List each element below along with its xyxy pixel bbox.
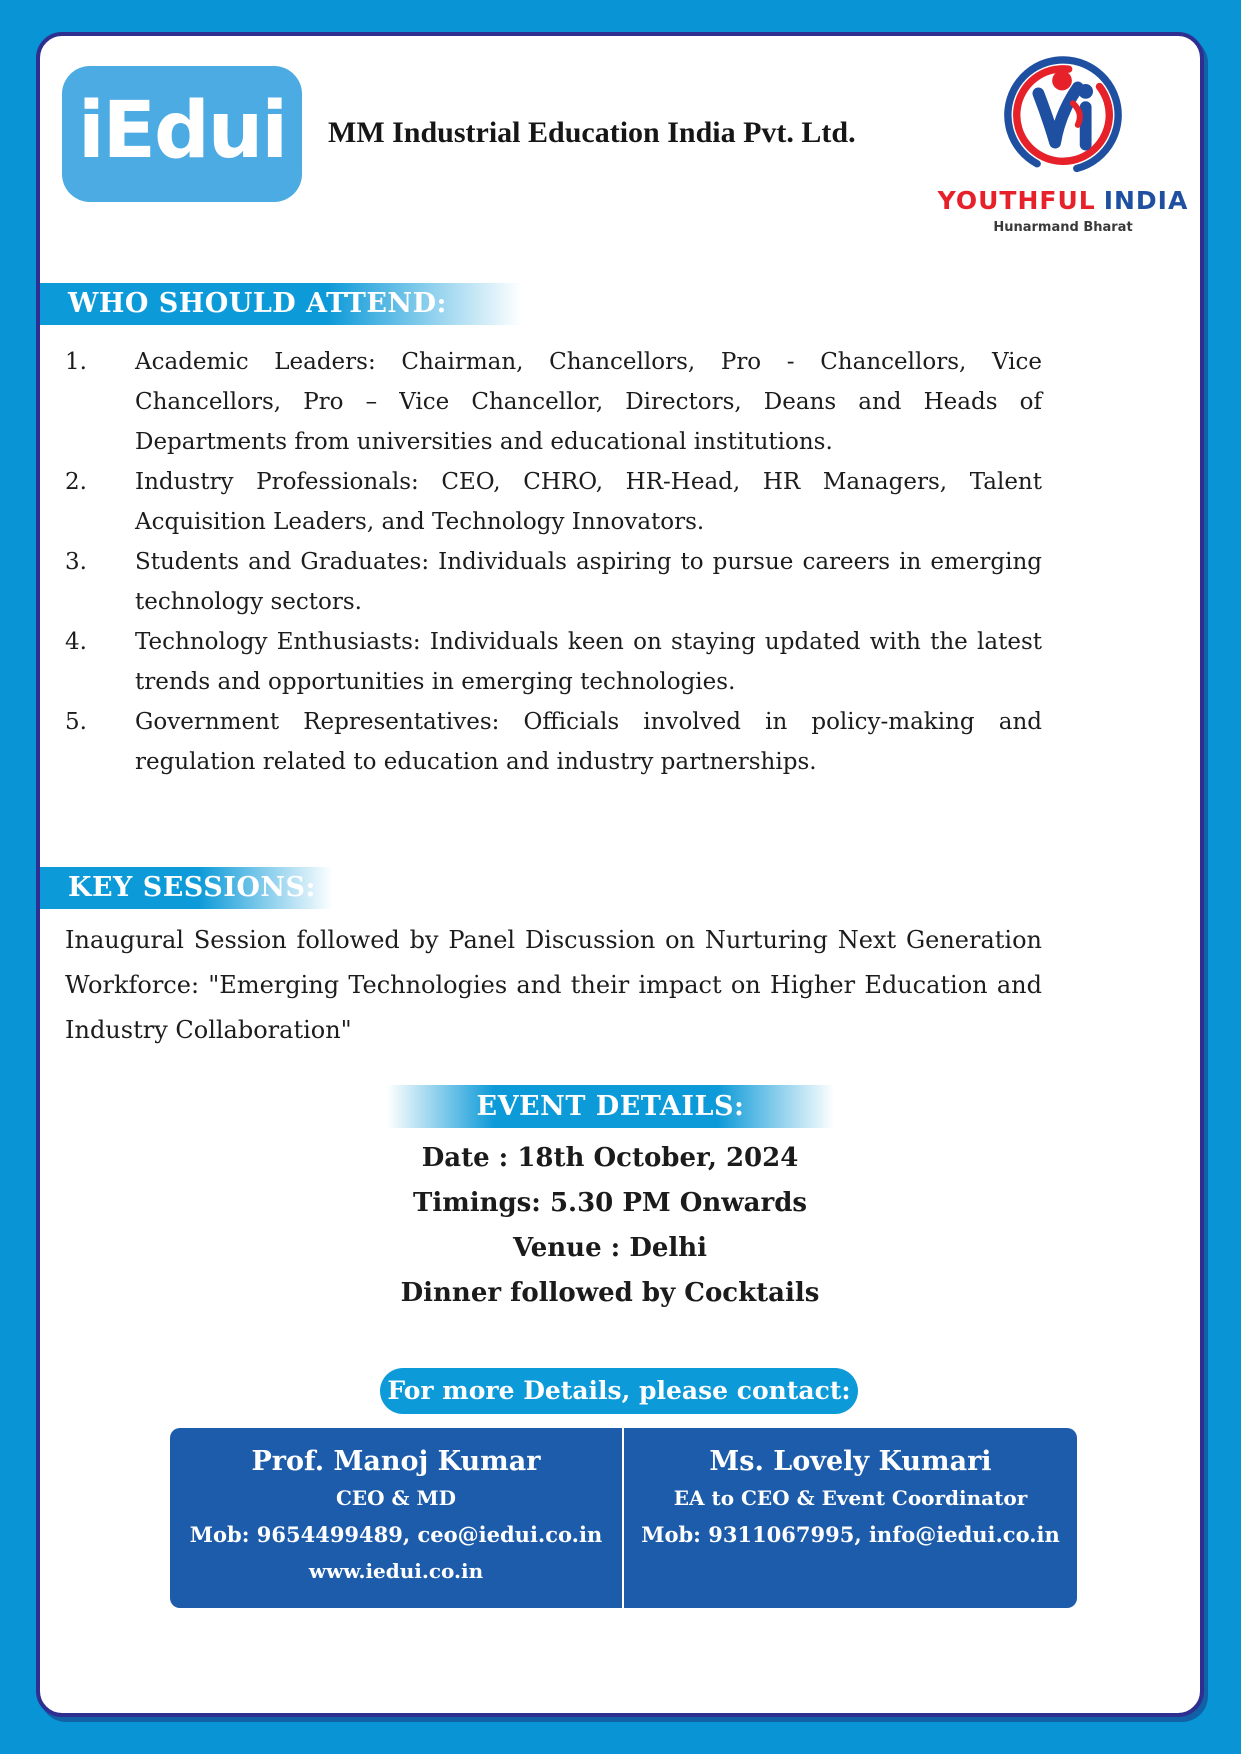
section-header-event-details: EVENT DETAILS: — [387, 1085, 834, 1128]
contact-role-left: CEO & MD — [335, 1486, 457, 1510]
attend-list — [65, 342, 1042, 782]
section-header-key-sessions: KEY SESSIONS: — [40, 867, 345, 909]
list-item-number: 4. — [65, 629, 87, 655]
contact-role-right: EA to CEO & Event Coordinator — [673, 1486, 1028, 1510]
list-item-text: Technology Enthusiasts: Individuals keen on staying updated with the latest trends and opportunities in emerging technologies. — [135, 629, 1042, 695]
list-item-number: 3. — [65, 549, 87, 575]
contact-card — [170, 1428, 1077, 1608]
contact-left — [170, 1428, 622, 1608]
list-item — [65, 622, 1042, 702]
event-dinner: Dinner followed by Cocktails — [400, 1278, 820, 1308]
content-card — [36, 32, 1204, 1717]
brand-word-youthful: YOUTHFUL — [937, 186, 1096, 215]
contact-banner: For more Details, please contact: — [380, 1368, 858, 1414]
contact-right — [624, 1428, 1077, 1608]
section-header-who-should-attend: WHO SHOULD ATTEND: — [40, 283, 536, 325]
youthful-india-emblem-icon — [999, 52, 1127, 184]
youthful-india-logo — [908, 52, 1204, 235]
key-sessions-text: Inaugural Session followed by Panel Discussion on Nurturing Next Generation Workforce: "Emerging Technologies and their impact on Higher Education and Industry Collaboration" — [65, 926, 1042, 1044]
event-details — [300, 1136, 920, 1316]
contact-website: www.iedui.co.in — [308, 1559, 484, 1583]
contact-mobile-right: Mob: 9311067995, info@iedui.co.in — [641, 1522, 1060, 1547]
brand-name — [908, 186, 1204, 215]
brand-tagline: Hunarmand Bharat — [993, 220, 1133, 235]
brand-word-india: INDIA — [1103, 186, 1189, 215]
list-item-text: Students and Graduates: Individuals aspiring to pursue careers in emerging technology sectors. — [135, 549, 1042, 615]
list-item-text: Academic Leaders: Chairman, Chancellors, Pro - Chancellors, Vice Chancellors, Pro – Vice Chancellor, Directors, Deans and Heads of Departments from universities and educational institutions. — [135, 349, 1042, 455]
list-item-text: Government Representatives: Officials involved in policy-making and regulation related to education and industry partnerships. — [135, 709, 1042, 775]
iedui-logo-text: iEdui — [77, 86, 287, 176]
contact-name-right: Ms. Lovely Kumari — [709, 1446, 992, 1477]
list-item-number: 2. — [65, 469, 87, 495]
contact-name-left: Prof. Manoj Kumar — [251, 1446, 541, 1477]
contact-mobile-left: Mob: 9654499489, ceo@iedui.co.in — [189, 1522, 603, 1547]
event-venue: Venue : Delhi — [512, 1233, 708, 1263]
iedui-logo — [62, 66, 302, 202]
list-item-number: 1. — [65, 349, 87, 375]
event-timings: Timings: 5.30 PM Onwards — [412, 1188, 808, 1218]
list-item — [65, 342, 1042, 462]
company-title: MM Industrial Education India Pvt. Ltd. — [328, 116, 856, 149]
list-item — [65, 542, 1042, 622]
list-item — [65, 702, 1042, 782]
list-item-text: Industry Professionals: CEO, CHRO, HR-Head, HR Managers, Talent Acquisition Leaders, and Technology Innovators. — [135, 469, 1042, 535]
list-item-number: 5. — [65, 709, 87, 735]
event-date: Date : 18th October, 2024 — [421, 1143, 799, 1173]
list-item — [65, 462, 1042, 542]
